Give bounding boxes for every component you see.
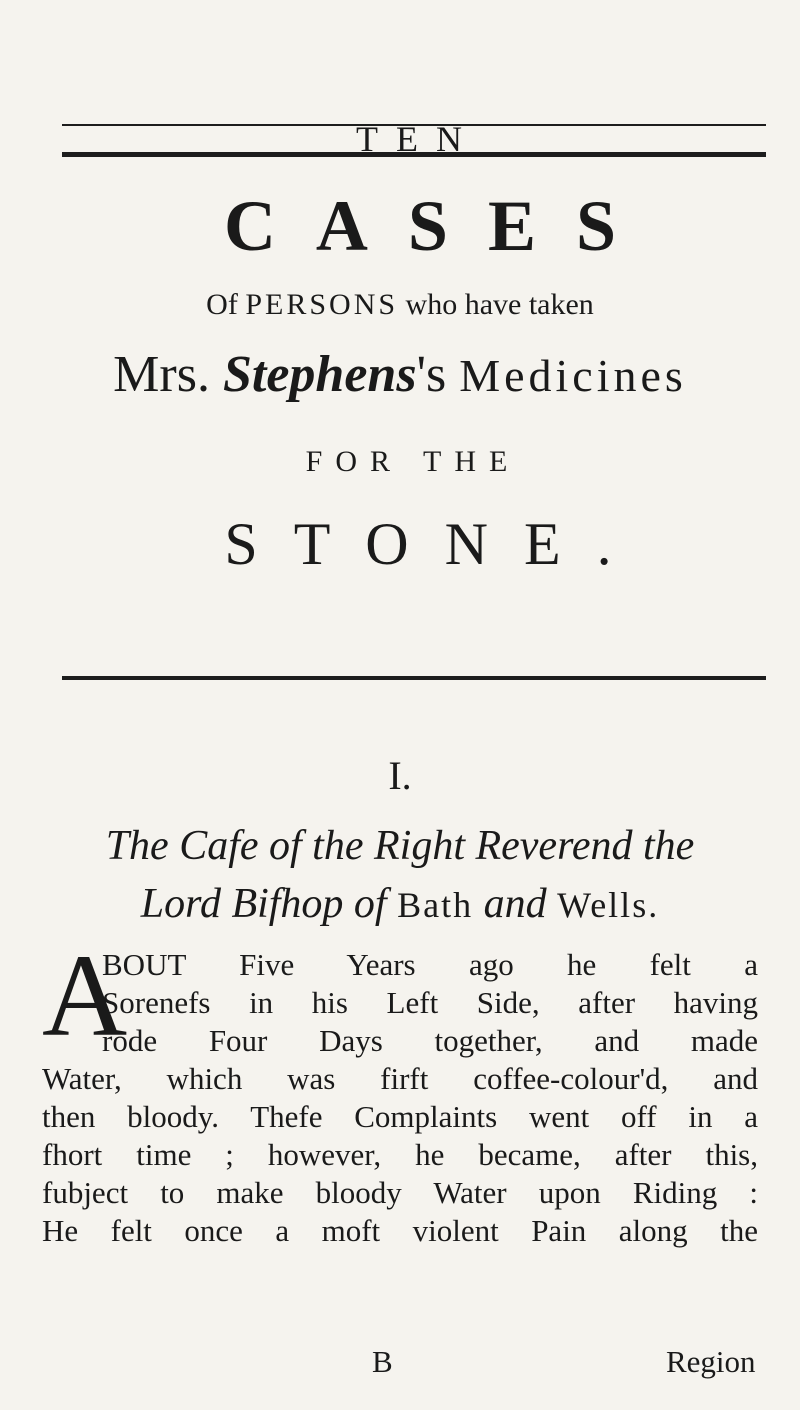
body-line: He felt once a moft violent Pain along the <box>42 1213 758 1248</box>
title-cases: CASES <box>223 186 657 266</box>
persons-prefix: Of <box>206 288 246 321</box>
catchword: Region <box>666 1344 756 1379</box>
body-paragraph <box>42 946 758 1250</box>
title-mrs-stephens <box>0 345 800 404</box>
body-line: fubject to make bloody Water upon Riding : <box>42 1175 758 1210</box>
body-line: then bloody. Thefe Complaints went off in a <box>42 1099 758 1134</box>
stephens-name: Stephens <box>222 346 417 403</box>
title-of-persons <box>0 288 800 322</box>
body-line: rode Four Days together, and made <box>102 1023 758 1058</box>
case-heading-line2 <box>0 880 800 928</box>
title-for-the: FOR THE <box>305 445 521 478</box>
body-line: Sorenefs in his Left Side, after having <box>102 985 758 1020</box>
case-line2-wells: Wells. <box>557 885 660 925</box>
medicines-label: Medicines <box>459 350 687 401</box>
drop-cap: A <box>42 930 128 1061</box>
persons-caps: PERSONS <box>245 288 399 321</box>
mrs-label: Mrs. <box>113 346 223 403</box>
possessive: 's <box>416 346 460 403</box>
case-line2-lord: Lord Bifhop of <box>140 881 398 927</box>
title-stone: STONE. <box>224 511 648 577</box>
section-number: I. <box>388 753 412 798</box>
title-ten: TEN <box>356 119 480 159</box>
body-line: fhort time ; however, he became, after this, <box>42 1137 758 1172</box>
case-line2-bath: Bath <box>397 885 474 925</box>
body-line: Water, which was firft coffee-colour'd, and <box>42 1061 758 1096</box>
case-line2-and: and <box>473 881 558 927</box>
middle-rule <box>62 676 766 680</box>
persons-suffix: who have taken <box>398 288 594 321</box>
case-heading-line1: The Cafe of the Right Reverend the <box>105 823 695 869</box>
signature-mark: B <box>372 1344 393 1379</box>
body-line: BOUT Five Years ago he felt a <box>102 947 758 982</box>
